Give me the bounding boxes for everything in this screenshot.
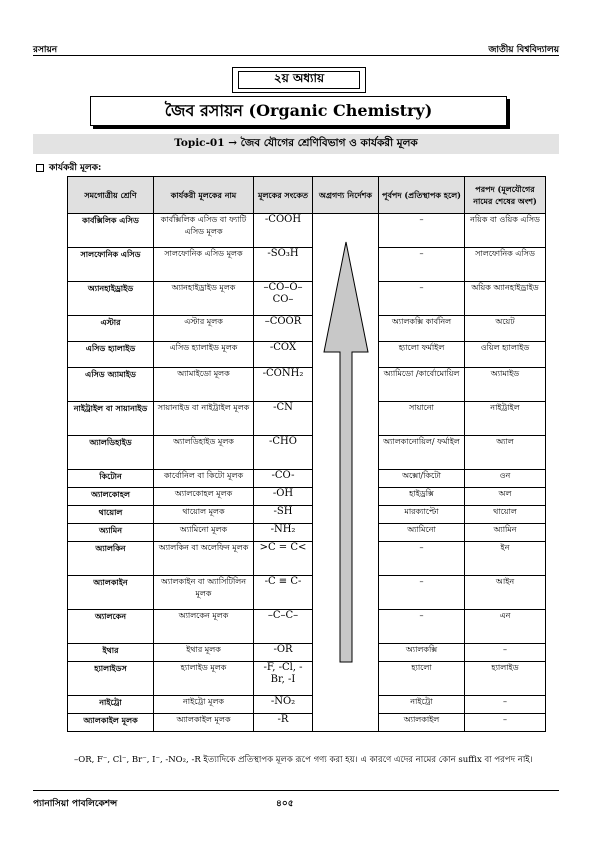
column-header: কার্যকরী মূলকের নাম (154, 177, 254, 214)
cell-suffix: – (465, 714, 546, 732)
table-row (68, 488, 546, 506)
cell-prefix: – (379, 576, 465, 610)
cell-group-name: কার্বক্সিলিক এসিড বা ফ্যাটি এসিড মূলক (154, 214, 254, 248)
table-row (68, 436, 546, 470)
cell-suffix: ওন (465, 470, 546, 488)
column-header: অগ্রগণ্য নির্দেশক (313, 177, 379, 214)
table-row (68, 644, 546, 662)
cell-suffix: – (465, 644, 546, 662)
cell-class: অ্যালকাইন (68, 576, 154, 610)
cell-suffix: হ্যালাইড (465, 662, 546, 696)
page-number: ৪০৫ (276, 799, 294, 809)
cell-prefix: – (379, 610, 465, 644)
cell-group-name: সালফোনিক এসিড মূলক (154, 248, 254, 282)
footer-divider (33, 790, 559, 791)
cell-class: অ্যালডিহাইড (68, 436, 154, 470)
cell-prefix: হাইড্রক্সি (379, 488, 465, 506)
cell-suffix: নাইট্রাইল (465, 402, 546, 436)
cell-class: নাইট্রাইল বা সায়ানাইড (68, 402, 154, 436)
header-divider (33, 55, 559, 56)
table-row (68, 662, 546, 696)
cell-group-name: অ্যামাইডো মূলক (154, 368, 254, 402)
cell-symbol: -COX (254, 342, 313, 368)
section-heading (36, 160, 101, 175)
cell-group-name: অ্যানহাইড্রাইড মূলক (154, 282, 254, 316)
cell-group-name: অ্যালকোহল মূলক (154, 488, 254, 506)
cell-suffix: অ্যামাইড (465, 368, 546, 402)
cell-suffix: অ্যামিন (465, 524, 546, 542)
cell-symbol: -CN (254, 402, 313, 436)
cell-suffix: থায়োল (465, 506, 546, 524)
checkbox-bullet-icon (36, 164, 44, 172)
cell-group-name: অ্যালডিহাইড মূলক (154, 436, 254, 470)
cell-class: সালফোনিক এসিড (68, 248, 154, 282)
cell-group-name: হ্যালাইড মূলক (154, 662, 254, 696)
table-row (68, 542, 546, 576)
cell-symbol: -COOH (254, 214, 313, 248)
table-row (68, 524, 546, 542)
cell-group-name: অ্যালকাইন বা অ্যাসিটিলিন মূলক (154, 576, 254, 610)
cell-suffix: ইন (465, 542, 546, 576)
cell-symbol: –C–C– (254, 610, 313, 644)
cell-prefix: অক্সো/কিটো (379, 470, 465, 488)
cell-class: হ্যালাইডস (68, 662, 154, 696)
table-row (68, 610, 546, 644)
cell-prefix: – (379, 214, 465, 248)
cell-symbol: -NO₂ (254, 696, 313, 714)
cell-symbol: –COOR (254, 316, 313, 342)
priority-indicator-cell (313, 214, 379, 732)
cell-group-name: কার্বোনিল বা কিটো মূলক (154, 470, 254, 488)
cell-prefix: অ্যালকক্সি কার্বনিল (379, 316, 465, 342)
cell-class: নাইট্রো (68, 696, 154, 714)
table-row (68, 402, 546, 436)
topic-heading: Topic-01 → জৈব যৌগের শ্রেণিবিভাগ ও কার্যকরী মূলক (33, 134, 559, 154)
cell-prefix: মারক্যাপ্টো (379, 506, 465, 524)
cell-class: এসিড হ্যালাইড (68, 342, 154, 368)
cell-symbol: -SO₃H (254, 248, 313, 282)
cell-group-name: সায়ানাইড বা নাইট্রাইল মূলক (154, 402, 254, 436)
cell-symbol: -OH (254, 488, 313, 506)
table-row (68, 470, 546, 488)
table-row (68, 506, 546, 524)
table-row (68, 342, 546, 368)
cell-symbol: >C = C< (254, 542, 313, 576)
table-row (68, 282, 546, 316)
cell-class: এসিড অ্যামাইড (68, 368, 154, 402)
cell-prefix: নাইট্রো (379, 696, 465, 714)
cell-symbol: -SH (254, 506, 313, 524)
cell-prefix: হ্যালো ফর্মাইল (379, 342, 465, 368)
cell-symbol: -C ≡ C- (254, 576, 313, 610)
table-row (68, 576, 546, 610)
cell-class: অ্যালকিন (68, 542, 154, 576)
cell-symbol: -CHO (254, 436, 313, 470)
column-header: মূলকের সংকেত (254, 177, 313, 214)
footnote: –OR, F⁻, Cl⁻, Br⁻, I⁻, -NO₂, -R ইত্যাদিকে প্রতিস্থাপক মূলক রূপে গণ্য করা হয়। এ কারণে এদের নামের কোন suffix বা পরপদ নাই। (74, 755, 533, 765)
cell-group-name: অ্যালকাইল মূলক (154, 714, 254, 732)
cell-prefix: অ্যালকানোয়িল/ ফর্মাইল (379, 436, 465, 470)
page-title: জৈব রসায়ন (Organic Chemistry) (90, 96, 507, 126)
cell-suffix: নয়িক বা ওয়িক এসিড (465, 214, 546, 248)
cell-suffix: আইন (465, 576, 546, 610)
cell-suffix: অ্যাল (465, 436, 546, 470)
cell-class: কার্বক্সিলিক এসিড (68, 214, 154, 248)
footer-publisher: প্যানাসিয়া পাবলিকেশন্স (33, 799, 118, 809)
cell-class: থায়োল (68, 506, 154, 524)
cell-class: কিটোন (68, 470, 154, 488)
cell-suffix: অল (465, 488, 546, 506)
cell-class: ইথার (68, 644, 154, 662)
cell-prefix: অ্যালকাইল (379, 714, 465, 732)
cell-symbol: -F, -Cl, -Br, -I (254, 662, 313, 696)
header-university: জাতীয় বিশ্ববিদ্যালয় (488, 45, 559, 55)
cell-prefix: হ্যালো (379, 662, 465, 696)
table-row (68, 214, 546, 248)
cell-symbol: -CO- (254, 470, 313, 488)
table-row (68, 696, 546, 714)
cell-group-name: থায়োল মূলক (154, 506, 254, 524)
column-header: পরপদ (মূলযৌগের নামের শেষের অংশ) (465, 177, 546, 214)
cell-prefix: সায়ানো (379, 402, 465, 436)
table-row (68, 714, 546, 732)
cell-class: অ্যালকেন (68, 610, 154, 644)
table-header-row (68, 177, 546, 214)
cell-group-name: এসিড হ্যালাইড মূলক (154, 342, 254, 368)
cell-symbol: –CO–O–CO– (254, 282, 313, 316)
cell-prefix: অ্যামিনো (379, 524, 465, 542)
section-heading-text: কার্যকরী মূলক: (49, 163, 102, 173)
cell-suffix: – (465, 696, 546, 714)
cell-prefix: – (379, 542, 465, 576)
cell-symbol: -NH₂ (254, 524, 313, 542)
cell-group-name: ইথার মূলক (154, 644, 254, 662)
functional-group-table (67, 176, 546, 732)
priority-arrow-icon (313, 214, 379, 732)
cell-group-name: অ্যামিনো মূলক (154, 524, 254, 542)
cell-class: অ্যালকোহল (68, 488, 154, 506)
cell-suffix: অয়িক অ্যানহাইড্রাইড (465, 282, 546, 316)
cell-prefix: অ্যামিডো /কার্বোমোয়িল (379, 368, 465, 402)
cell-group-name: নাইট্রো মূলক (154, 696, 254, 714)
cell-suffix: এন (465, 610, 546, 644)
column-header: সমগোত্রীয় শ্রেণি (68, 177, 154, 214)
cell-suffix: ওয়িল হ্যালাইড (465, 342, 546, 368)
cell-symbol: -CONH₂ (254, 368, 313, 402)
cell-class: অ্যানহাইড্রাইড (68, 282, 154, 316)
cell-suffix: সালফোনিক এসিড (465, 248, 546, 282)
cell-prefix: – (379, 282, 465, 316)
cell-class: এস্টার (68, 316, 154, 342)
cell-group-name: অ্যালকিন বা অলেফিন মূলক (154, 542, 254, 576)
table-row (68, 368, 546, 402)
cell-group-name: এস্টার মূলক (154, 316, 254, 342)
cell-class: অ্যামিন (68, 524, 154, 542)
chapter-label-box (232, 67, 366, 93)
cell-class: অ্যালকাইল মূলক (68, 714, 154, 732)
header-subject: রসায়ন (33, 45, 58, 55)
chapter-label: ২য় অধ্যায় (238, 71, 360, 89)
column-header: পূর্বপদ (প্রতিস্থাপক হলে) (379, 177, 465, 214)
cell-group-name: অ্যালকেন মূলক (154, 610, 254, 644)
cell-suffix: অয়েট (465, 316, 546, 342)
cell-prefix: – (379, 248, 465, 282)
table-row (68, 248, 546, 282)
cell-symbol: -R (254, 714, 313, 732)
cell-symbol: -OR (254, 644, 313, 662)
cell-prefix: অ্যালকক্সি (379, 644, 465, 662)
table-row (68, 316, 546, 342)
